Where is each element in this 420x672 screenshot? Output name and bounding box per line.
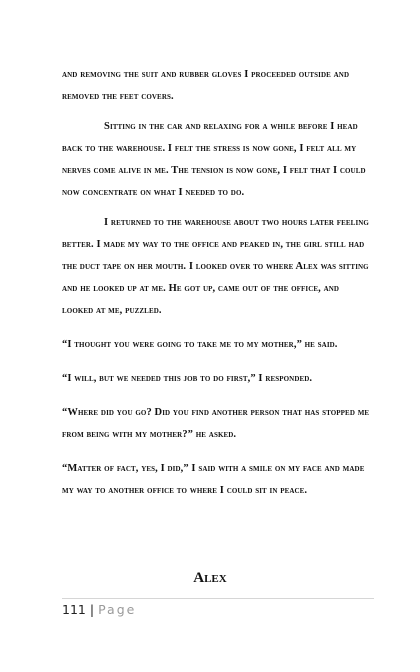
- paragraph-3: I returned to the warehouse about two hours later feeling better. I made my way to the office and peaked in, the girl still had the duct tape on her mouth. I looked over to where Alex was sitting and he looked up at me. He got up, came out of the office, and looked at me, puzzled.: [62, 217, 369, 316]
- page-number: 111: [62, 602, 86, 617]
- footer-separator: |: [89, 602, 95, 617]
- paragraph-5: “I will, but we needed this job to do first,” I responded.: [62, 373, 313, 384]
- paragraph-2: Sitting in the car and relaxing for a while before I head back to the warehouse. I felt the stress is now gone, I felt all my nerves come alive in me. The tension is now gone, I felt that I could now concentrate on what I needed to do.: [62, 121, 366, 198]
- page-footer: [62, 598, 374, 617]
- paragraph-7: “Matter of fact, yes, I did,” I said with a smile on my face and made my way to another office to where I could sit in peace.: [62, 463, 365, 496]
- footer-divider: [62, 598, 374, 599]
- footer-line: [62, 602, 374, 617]
- paragraph-6: “Where did you go? Did you find another person that has stopped me from being with my mother?” he asked.: [62, 407, 370, 440]
- page-body: [62, 64, 372, 502]
- section-heading: Alex: [193, 570, 227, 586]
- paragraph-1: and removing the suit and rubber gloves I proceeded outside and removed the feet covers.: [62, 69, 350, 102]
- paragraph-4: “I thought you were going to take me to my mother,” he said.: [62, 339, 338, 350]
- page-label: Page: [98, 602, 137, 617]
